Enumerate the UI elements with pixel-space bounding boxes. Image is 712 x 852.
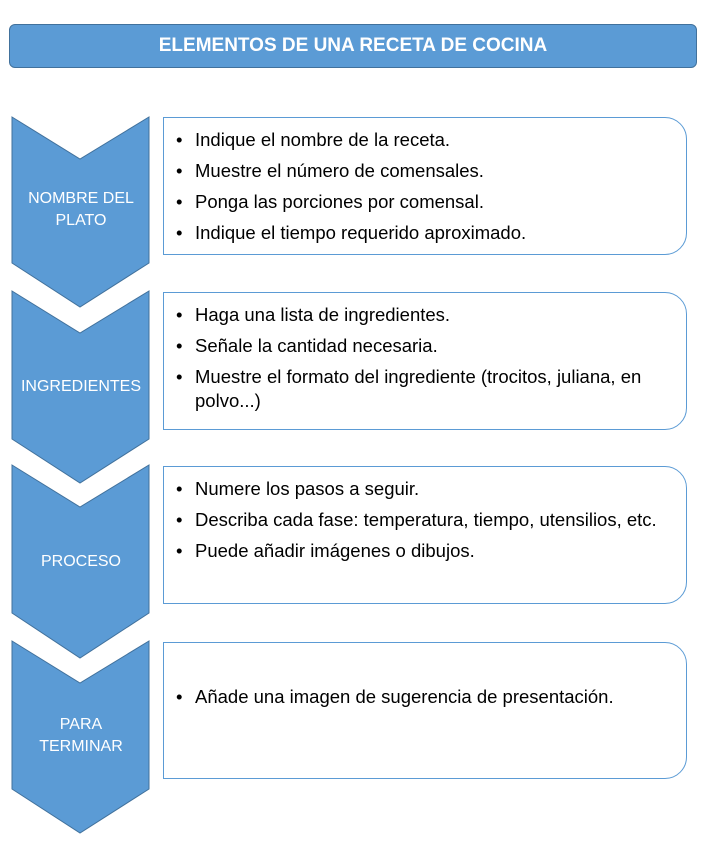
list-item: • Indique el tiempo requerido aproximado. bbox=[176, 221, 672, 245]
list-item: • Haga una lista de ingredientes. bbox=[176, 303, 672, 327]
list-item: • Describa cada fase: temperatura, tiempo, utensilios, etc. bbox=[176, 508, 672, 532]
list-item: • Muestre el número de comensales. bbox=[176, 159, 672, 183]
list-item: • Señale la cantidad necesaria. bbox=[176, 334, 672, 358]
step-list bbox=[176, 477, 672, 563]
step-list bbox=[176, 128, 672, 245]
list-item: • Indique el nombre de la receta. bbox=[176, 128, 672, 152]
step-box-proceso bbox=[163, 466, 687, 604]
step-box-ingredientes bbox=[163, 292, 687, 430]
step-label-nombre-del-plato: NOMBRE DEL PLATO bbox=[28, 190, 134, 229]
list-item: • Añade una imagen de sugerencia de presentación. bbox=[176, 685, 672, 709]
list-item: • Ponga las porciones por comensal. bbox=[176, 190, 672, 214]
list-item: • Puede añadir imágenes o dibujos. bbox=[176, 539, 672, 563]
list-item: • Numere los pasos a seguir. bbox=[176, 477, 672, 501]
diagram-title: ELEMENTOS DE UNA RECETA DE COCINA bbox=[9, 24, 697, 68]
step-label-proceso: PROCESO bbox=[40, 553, 121, 570]
list-item: • Muestre el formato del ingrediente (trocitos, juliana, en polvo...) bbox=[176, 365, 672, 413]
step-list bbox=[176, 685, 672, 709]
step-box-nombre-del-plato bbox=[163, 117, 687, 255]
step-box-para-terminar bbox=[163, 642, 687, 779]
step-label-para-terminar: PARA TERMINAR bbox=[39, 716, 123, 755]
step-label-ingredientes: INGREDIENTES bbox=[20, 378, 141, 395]
step-list bbox=[176, 303, 672, 413]
